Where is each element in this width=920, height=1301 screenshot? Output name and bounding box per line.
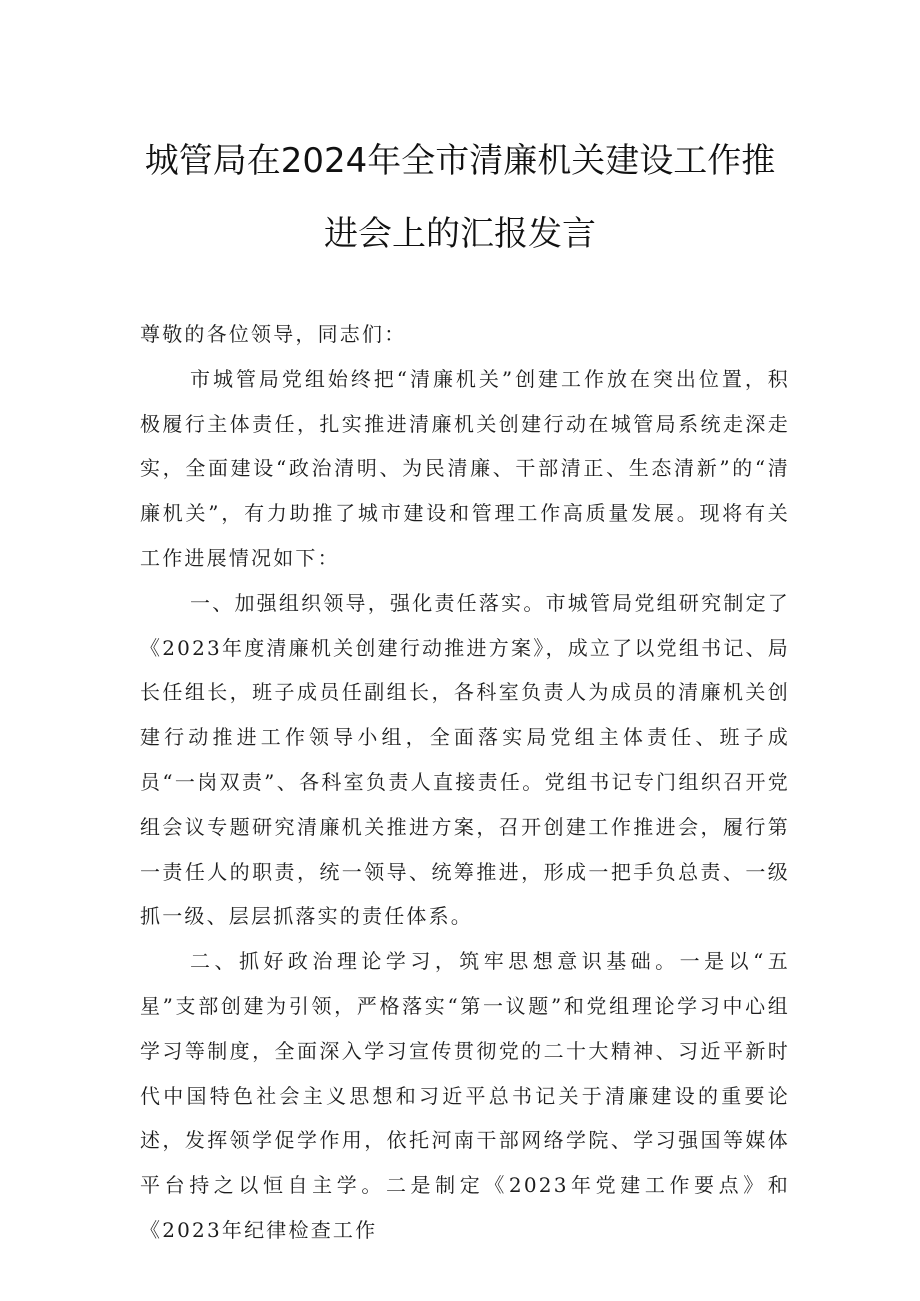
document-title-line-1: 城管局在2024年全市清廉机关建设工作推 [144, 141, 776, 181]
document-body [140, 312, 790, 1253]
paragraph-section-2: 二、抓好政治理论学习，筑牢思想意识基础。一是以“五星”支部创建为引领，严格落实“第一议题”和党组理论学习中心组学习等制度，全面深入学习宣传贯彻党的二十大精神、习近平新时代中国特色社会主义思想和习近平总书记关于清廉建设的重要论述，发挥领学促学作用，依托河南干部网络学院、学习强国等媒体平台持之以恒自主学。二是制定《2023年党建工作要点》和《2023年纪律检查工作 [140, 949, 790, 1242]
salutation: 尊敬的各位领导，同志们： [140, 322, 407, 346]
paragraph-section-1: 一、加强组织领导，强化责任落实。市城管局党组研究制定了《2023年度清廉机关创建行动推进方案》，成立了以党组书记、局长任组长，班子成员任副组长，各科室负责人为成员的清廉机关创建行动推进工作领导小组，全面落实局党组主体责任、班子成员“一岗双责”、各科室负责人直接责任。党组书记专门组织召开党组会议专题研究清廉机关推进方案，召开创建工作推进会，履行第一责任人的职责，统一领导、统筹推进，形成一把手负总责、一级抓一级、层层抓落实的责任体系。 [140, 590, 790, 929]
paragraph-intro: 市城管局党组始终把“清廉机关”创建工作放在突出位置，积极履行主体责任，扎实推进清廉机关创建行动在城管局系统走深走实，全面建设“政治清明、为民清廉、干部清正、生态清新”的“清廉机关”，有力助推了城市建设和管理工作高质量发展。现将有关工作进展情况如下： [140, 366, 790, 570]
document-title-line-2: 进会上的汇报发言 [324, 214, 596, 254]
